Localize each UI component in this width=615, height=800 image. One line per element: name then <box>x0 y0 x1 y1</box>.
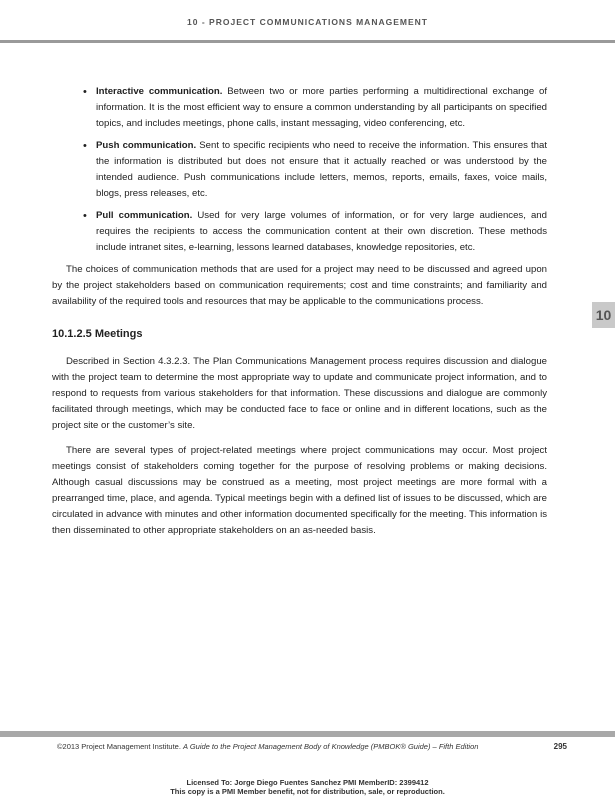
header-rule <box>0 40 615 43</box>
footer-citation <box>57 742 478 751</box>
license-line-2: This copy is a PMI Member benefit, not for distribution, sale, or reproduction. <box>170 787 445 796</box>
list-item <box>96 208 547 256</box>
bullet-text: Sent to specific recipients who need to receive the information. This ensures that the information is distributed but does not ensure that it actually reached or was understood by the intended audience. Push communications include letters, memos, reports, emails, faxes, voice mails, blogs, press releases, etc. <box>96 140 547 199</box>
chapter-tab: 10 <box>592 302 615 328</box>
license-notice <box>0 778 615 796</box>
bullet-list <box>52 84 547 256</box>
page-body <box>52 84 547 548</box>
list-item <box>96 84 547 132</box>
list-item <box>96 138 547 202</box>
paragraph: Described in Section 4.3.2.3. The Plan Communications Management process requires discussion and dialogue with the project team to determine the most appropriate way to update and communicate project information, and to respond to requests from various stakeholders for that information. These discussions and dialogue are commonly facilitated through meetings, which may be conducted face to face or online and in different locations, such as the project site or the customer’s site. <box>52 356 547 431</box>
bullet-term: Interactive communication. <box>96 86 223 97</box>
footer-rule <box>0 731 615 737</box>
footer-book-title: A Guide to the Project Management Body of Knowledge (PMBOK® Guide) – Fifth Edition <box>183 742 479 751</box>
running-header: 10 - PROJECT COMMUNICATIONS MANAGEMENT <box>187 17 428 27</box>
bullet-term: Pull communication. <box>96 210 193 221</box>
paragraph: There are several types of project-related meetings where project communications may occur. Most project meetings consist of stakeholders coming together for the purpose of resolving problems or making decisions. Although casual discussions may be construed as a meeting, most project meetings are more formal with a prearranged time, place, and agenda. Typical meetings begin with a defined list of issues to be discussed, which are circulated in advance with minutes and other information documented specifically for the meeting. This information is then disseminated to other appropriate stakeholders on an as-needed basis. <box>52 445 547 536</box>
bullet-text: Used for very large volumes of information, or for very large audiences, and requires the recipients to access the communication content at their own discretion. These methods include intranet sites, e-learning, lessons learned databases, knowledge repositories, etc. <box>96 210 547 253</box>
footer-copyright: ©2013 Project Management Institute. <box>57 742 184 751</box>
bullet-text: Between two or more parties performing a multidirectional exchange of information. It is the most efficient way to ensure a common understanding by all participants on specified topics, and includes meetings, phone calls, instant messaging, video conferencing, etc. <box>96 86 547 129</box>
paragraph-choices: The choices of communication methods that are used for a project may need to be discussed and agreed upon by the project stakeholders based on communication requirements; cost and time constraints; and familiarity and availability of the required tools and resources that may be applicable to the communications process. <box>52 264 547 307</box>
bullet-term: Push communication. <box>96 140 197 151</box>
section-heading: 10.1.2.5 Meetings <box>52 328 143 340</box>
license-line-1: Licensed To: Jorge Diego Fuentes Sanchez PMI MemberID: 2399412 <box>186 778 429 787</box>
page-number: 295 <box>553 742 567 751</box>
